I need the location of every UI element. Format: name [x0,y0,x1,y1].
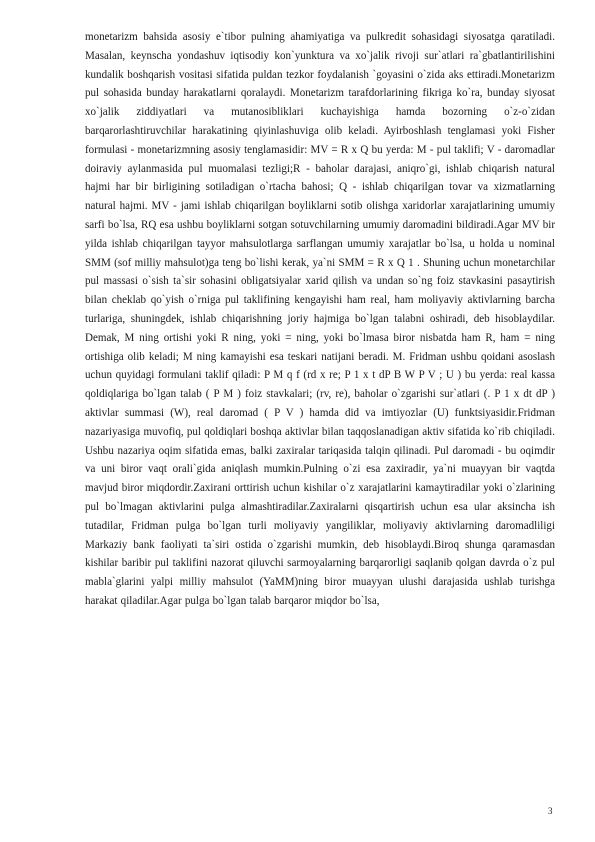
body-paragraph: monetarizm bahsida asosiy e`tibor pulning ahamiyatiga va pulkredit sohasidagi siyosatga qaratiladi. Masalan, keynscha yondashuv iqtisodiy kon`yunktura va xo`jalik rivoji sur`atlari ra`gbatlantirilishini kundalik boshqarish vositasi sifatida puldan tezkor foydalanish `goyasini o`zida aks ettiradi.Monetarizm pul sohasida bunday harakatlarni qoralaydi. Monetarizm tarafdorlarining fikriga ko`ra, bunday siyosat xo`jalik ziddiyatlari va mutanosibliklari kuchayishiga hamda bozorning o`z-o`zidan barqarorlashtiruvchilar harakatining qiyinlashuviga olib keladi. Ayirboshlash tenglamasi yoki Fisher formulasi - monetarizmning asosiy tenglamasidir: MV = R x Q bu yerda: M - pul taklifi; V - daromadlar doiraviy aylanmasida pul muomalasi tezligi;R - baholar darajasi, aniqro`gi, ishlab chiqarish natural hajmi har bir birligining sotiladigan o`rtacha bahosi; Q - ishlab chiqarilgan tovar va xizmatlarning natural hajmi. MV - jami ishlab chiqarilgan boyliklarni sotib olishga xaridorlar xarajatlarining umumiy sarfi bo`lsa, RQ esa ushbu boyliklarni sotgan sotuvchilarning umumiy daromadini bildiradi.Agar MV bir yilda ishlab chiqarilgan tayyor mahsulotlarga sarflangan umumiy xarajatlar bo`lsa, u holda u nominal SMM (sof milliy mahsulot)ga teng bo`lishi kerak, ya`ni SMM = R x Q 1 . Shuning uchun monetarchilar pul massasi o`sish ta`sir sohasini obligatsiyalar xarid qilish va undan so`ng foiz stavkasini pasaytirish bilan cheklab qo`yish o`rniga pul taklifining kengayishi ham real, ham moliyaviy aktivlarning barcha turlariga, shuningdek, ishlab chiqarishning joriy hajmiga bo`lgan talabni oshiradi, deb hisoblaydilar. Demak, M ning ortishi yoki R ning, yoki = ning, yoki bo`lmasa biror nisbatda ham R, ham = ning ortishiga olib keladi; M ning kamayishi esa teskari natijani beradi. M. Fridman ushbu qoidani asoslash uchun quyidagi formulani taklif qiladi: P M q f (rd x re; P 1 x t dP B W P V ; U ) bu yerda: real kassa qoldiqlariga bo`lgan talab ( P M ) foiz stavkalari; (rv, re), baholar o`zgarishi sur`atlari (. P 1 x dt dP ) aktivlar summasi (W), real daromad ( P V ) hamda did va imtiyozlar (U) funktsiyasidir.Fridman nazariyasiga muvofiq, pul qoldiqlari boshqa aktivlar bilan taqqoslanadigan aktiv sifatida ko`rib chiqiladi. Ushbu nazariya oqim sifatida emas, balki zaxiralar tariqasida talqin qilinadi. Pul daromadi - bu oqimdir va uni biror vaqt orali`gida aniqlash mumkin.Pulning o`zi esa zaxiradir, ya`ni muayyan bir vaqtda mavjud biror miqdordir.Zaxirani orttirish uchun kishilar o`z xarajatlarini kamaytiradilar yoki o`zlarining pul bo`lmagan aktivlarini pulga almashtiradilar.Zaxiralarni qisqartirish uchun esa ular aksincha ish tutadilar, Fridman pulga bo`lgan turli moliyaviy yangiliklar, moliyaviy aktivlarning daromadliligi Markaziy bank faoliyati ta`siri ostida o`zgarishi mumkin, deb hisoblaydi.Biroq shunga qaramasdan kishilar baribir pul taklifini nazorat qiluvchi sarmoyalarning barqarorligi saqlanib qolgan davrda o`z pul mabla`glarini yalpi milliy mahsulot (YaMM)ning biror muayyan ulushi darajasida ushlab turishga harakat qiladilar.Agar pulga bo`lgan talab barqaror miqdor bo`lsa, [85,31,555,607]
page-number: 3 [548,806,553,816]
